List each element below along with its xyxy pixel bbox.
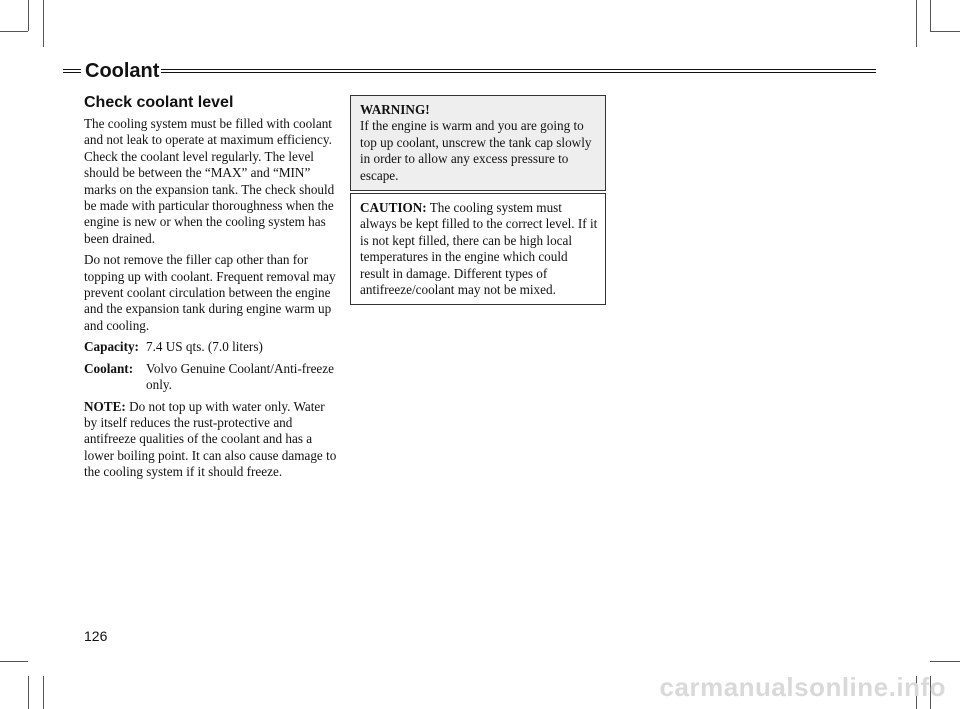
note-text: Do not top up with water only. Water by itself reduces the rust-protective and antifreeze qualities of the coolant and has a lower boiling point. It can also cause damage to the cooling system if it should freeze. — [84, 398, 337, 480]
crop-mark — [930, 0, 931, 31]
crop-mark — [28, 0, 29, 31]
note-paragraph — [84, 399, 338, 481]
spec-label: Coolant: — [84, 360, 134, 376]
caution-label: CAUTION: — [360, 200, 427, 215]
warning-title: WARNING! — [360, 102, 430, 117]
crop-mark — [43, 0, 44, 47]
note-label: NOTE: — [84, 398, 126, 414]
caution-text: The cooling system must always be kept filled to the correct level. If it is not kept filled, there can be high local temperatures in the engine which could result in damage. Different types of antifreeze/coolant may not be mixed. — [360, 200, 598, 298]
header-rule-right — [161, 69, 876, 73]
paragraph: The cooling system must be filled with coolant and not leak to operate at maximum efficiency. Check the coolant level regularly. The level should be between the “MAX” and “MIN” marks on the expansion tank. The check should be made with particular thoroughness when the engine is new or when the cooling system has been drained. — [84, 116, 335, 246]
crop-mark — [916, 0, 917, 47]
subheading: Check coolant level — [84, 94, 234, 111]
spec-row-capacity — [84, 339, 338, 355]
spec-row-coolant — [84, 361, 338, 394]
paragraph: Do not remove the filler cap other than for topping up with coolant. Frequent removal may prevent coolant circulation between the engine and the expansion tank during engine warm up and cooling. — [84, 252, 336, 333]
crop-mark — [43, 676, 44, 709]
crop-mark — [28, 676, 29, 709]
crop-mark — [0, 661, 28, 662]
section-header — [63, 60, 876, 84]
spec-value: 7.4 US qts. (7.0 liters) — [146, 339, 263, 355]
spec-label: Capacity: — [84, 339, 139, 355]
crop-mark — [0, 31, 28, 32]
crop-mark — [930, 31, 960, 32]
watermark: carmanualsonline.info — [659, 672, 946, 702]
spec-value: Volvo Genuine Coolant/Anti-freeze only. — [146, 360, 334, 393]
crop-mark — [930, 661, 960, 662]
main-column — [84, 93, 338, 486]
page-number: 126 — [84, 628, 108, 644]
warning-text: If the engine is warm and you are going to top up coolant, unscrew the tank cap slowly in order to allow any excess pressure to escape. — [360, 118, 592, 183]
section-title: Coolant — [85, 60, 160, 82]
caution-box — [350, 193, 606, 305]
warning-box — [350, 95, 606, 191]
header-rule-left — [63, 69, 81, 73]
